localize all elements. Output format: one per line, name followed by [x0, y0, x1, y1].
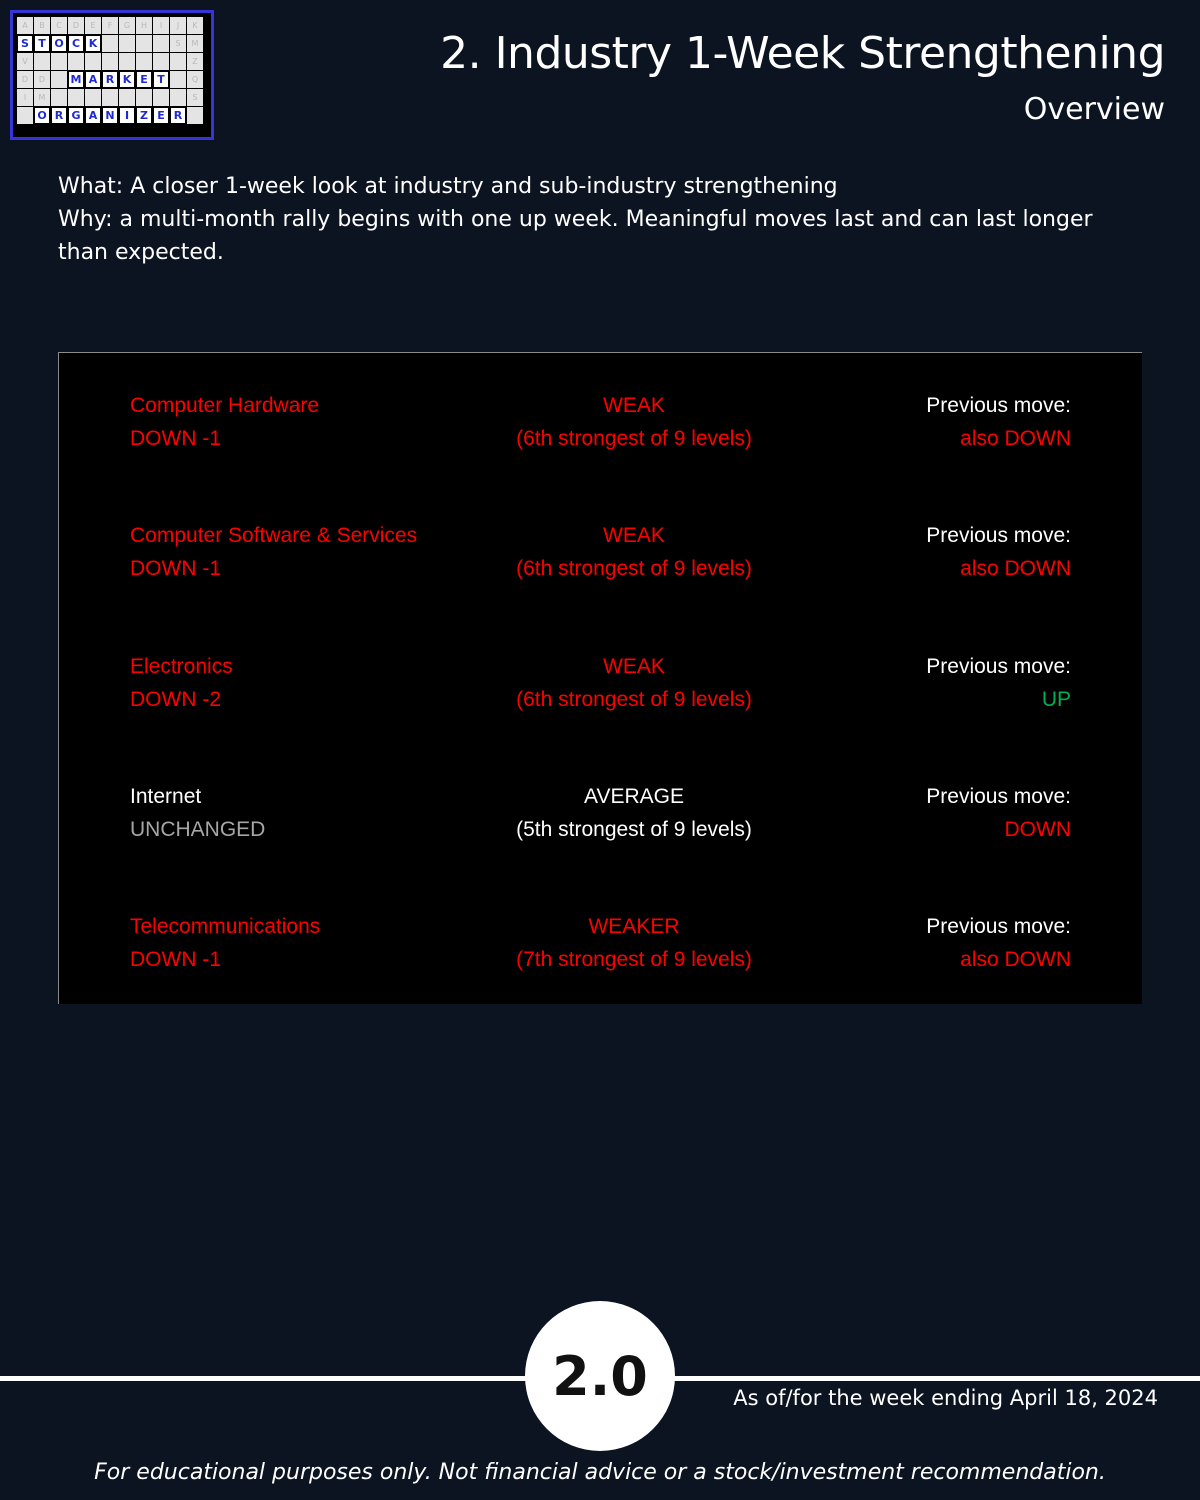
industry-name: Telecommunications — [130, 915, 321, 938]
industry-row — [59, 519, 1142, 589]
industry-name: Electronics — [130, 655, 233, 678]
logo-letter-cell: A — [17, 17, 33, 34]
logo-letter-cell: E — [136, 71, 152, 88]
logo-letter-cell: D — [17, 71, 33, 88]
logo-letter-cell — [102, 89, 118, 106]
logo-letter-cell: K — [85, 35, 101, 52]
logo-letter-cell — [68, 53, 84, 70]
logo-letter-cell: I — [153, 17, 169, 34]
logo-letter-cell: R — [102, 71, 118, 88]
industry-level: WEAK — [603, 394, 665, 417]
logo-letter-cell: Z — [187, 53, 203, 70]
previous-move-value: also DOWN — [960, 557, 1071, 580]
logo-letter-cell: O — [34, 107, 50, 124]
industry-level: WEAK — [603, 524, 665, 547]
industry-level: WEAKER — [588, 915, 680, 938]
logo-letter-cell — [153, 89, 169, 106]
industry-row — [59, 910, 1142, 980]
logo-letter-cell: H — [136, 17, 152, 34]
logo-letter-cell: C — [68, 35, 84, 52]
logo-letter-cell: G — [68, 107, 84, 124]
logo-letter-cell: T — [34, 35, 50, 52]
logo-letter-grid — [17, 17, 203, 124]
logo-letter-cell: F — [102, 17, 118, 34]
logo-letter-cell: M — [68, 71, 84, 88]
logo-letter-cell: S — [187, 89, 203, 106]
logo-letter-cell — [170, 89, 186, 106]
industry-rank: (6th strongest of 9 levels) — [516, 557, 752, 580]
stock-market-organizer-logo — [10, 10, 214, 140]
previous-move-label: Previous move: — [926, 524, 1071, 547]
logo-letter-cell: I — [119, 107, 135, 124]
intro-text — [58, 170, 1138, 269]
industry-change: DOWN -1 — [130, 948, 221, 971]
page-subtitle: Overview — [1023, 92, 1165, 127]
logo-letter-cell — [187, 107, 203, 124]
logo-letter-cell: I — [17, 89, 33, 106]
logo-letter-cell — [153, 53, 169, 70]
previous-move-value: also DOWN — [960, 948, 1071, 971]
industry-rank: (6th strongest of 9 levels) — [516, 688, 752, 711]
logo-letter-cell: A — [85, 107, 101, 124]
logo-letter-cell — [170, 53, 186, 70]
previous-move-value: UP — [1041, 688, 1071, 711]
logo-letter-cell — [34, 53, 50, 70]
logo-letter-cell: D — [34, 71, 50, 88]
industry-name: Computer Hardware — [130, 394, 320, 417]
intro-why: Why: a multi-month rally begins with one up week. Meaningful moves last and can last longer than expected. — [58, 207, 1093, 265]
previous-move-value: also DOWN — [960, 427, 1071, 450]
logo-letter-cell — [136, 53, 152, 70]
logo-letter-cell: K — [187, 17, 203, 34]
industry-change: DOWN -2 — [130, 688, 221, 711]
previous-move-label: Previous move: — [926, 394, 1071, 417]
industry-panel — [58, 352, 1142, 1004]
logo-letter-cell: C — [51, 17, 67, 34]
industry-rank: (7th strongest of 9 levels) — [516, 948, 752, 971]
logo-letter-cell: B — [34, 17, 50, 34]
logo-letter-cell: T — [153, 71, 169, 88]
logo-letter-cell: V — [17, 53, 33, 70]
logo-letter-cell — [119, 35, 135, 52]
logo-letter-cell: R — [51, 107, 67, 124]
previous-move-label: Previous move: — [926, 785, 1071, 808]
logo-letter-cell — [102, 53, 118, 70]
logo-letter-cell — [102, 35, 118, 52]
industry-name: Internet — [130, 785, 202, 808]
industry-row — [59, 650, 1142, 720]
logo-letter-cell — [136, 89, 152, 106]
logo-letter-cell: S — [17, 35, 33, 52]
industry-row — [59, 389, 1142, 459]
logo-letter-cell — [153, 35, 169, 52]
industry-row — [59, 780, 1142, 850]
logo-letter-cell: M — [34, 89, 50, 106]
logo-letter-cell — [119, 53, 135, 70]
logo-letter-cell — [170, 71, 186, 88]
industry-change: DOWN -1 — [130, 557, 221, 580]
industry-rank: (5th strongest of 9 levels) — [516, 818, 752, 841]
logo-letter-cell: E — [85, 17, 101, 34]
industry-change: DOWN -1 — [130, 427, 221, 450]
industry-level: WEAK — [603, 655, 665, 678]
intro-what: What: A closer 1-week look at industry and sub-industry strengthening — [58, 174, 838, 199]
logo-letter-cell: S — [170, 35, 186, 52]
previous-move-value: DOWN — [1004, 818, 1071, 841]
logo-letter-cell: G — [119, 17, 135, 34]
logo-letter-cell: D — [68, 17, 84, 34]
logo-letter-cell — [51, 71, 67, 88]
logo-letter-cell — [51, 89, 67, 106]
logo-letter-cell: O — [51, 35, 67, 52]
logo-letter-cell — [136, 35, 152, 52]
as-of-date: As of/for the week ending April 18, 2024 — [733, 1386, 1158, 1410]
logo-letter-cell: R — [170, 107, 186, 124]
logo-letter-cell: Z — [136, 107, 152, 124]
industry-change: UNCHANGED — [130, 818, 266, 841]
logo-letter-cell: K — [119, 71, 135, 88]
logo-letter-cell — [85, 53, 101, 70]
logo-letter-cell: Q — [187, 71, 203, 88]
logo-letter-cell — [51, 53, 67, 70]
logo-letter-cell: J — [170, 17, 186, 34]
logo-letter-cell — [119, 89, 135, 106]
logo-letter-cell: A — [85, 71, 101, 88]
page-title: 2. Industry 1-Week Strengthening — [440, 28, 1165, 79]
previous-move-label: Previous move: — [926, 655, 1071, 678]
logo-letter-cell — [17, 107, 33, 124]
logo-letter-cell — [85, 89, 101, 106]
logo-letter-cell — [68, 89, 84, 106]
logo-letter-cell: N — [102, 107, 118, 124]
section-number-badge: 2.0 — [525, 1301, 675, 1451]
industry-level: AVERAGE — [584, 785, 684, 808]
industry-rank: (6th strongest of 9 levels) — [516, 427, 752, 450]
logo-letter-cell: M — [187, 35, 203, 52]
disclaimer: For educational purposes only. Not financial advice or a stock/investment recommendation. — [94, 1460, 1106, 1485]
industry-name: Computer Software & Services — [130, 524, 418, 547]
logo-letter-cell: E — [153, 107, 169, 124]
previous-move-label: Previous move: — [926, 915, 1071, 938]
